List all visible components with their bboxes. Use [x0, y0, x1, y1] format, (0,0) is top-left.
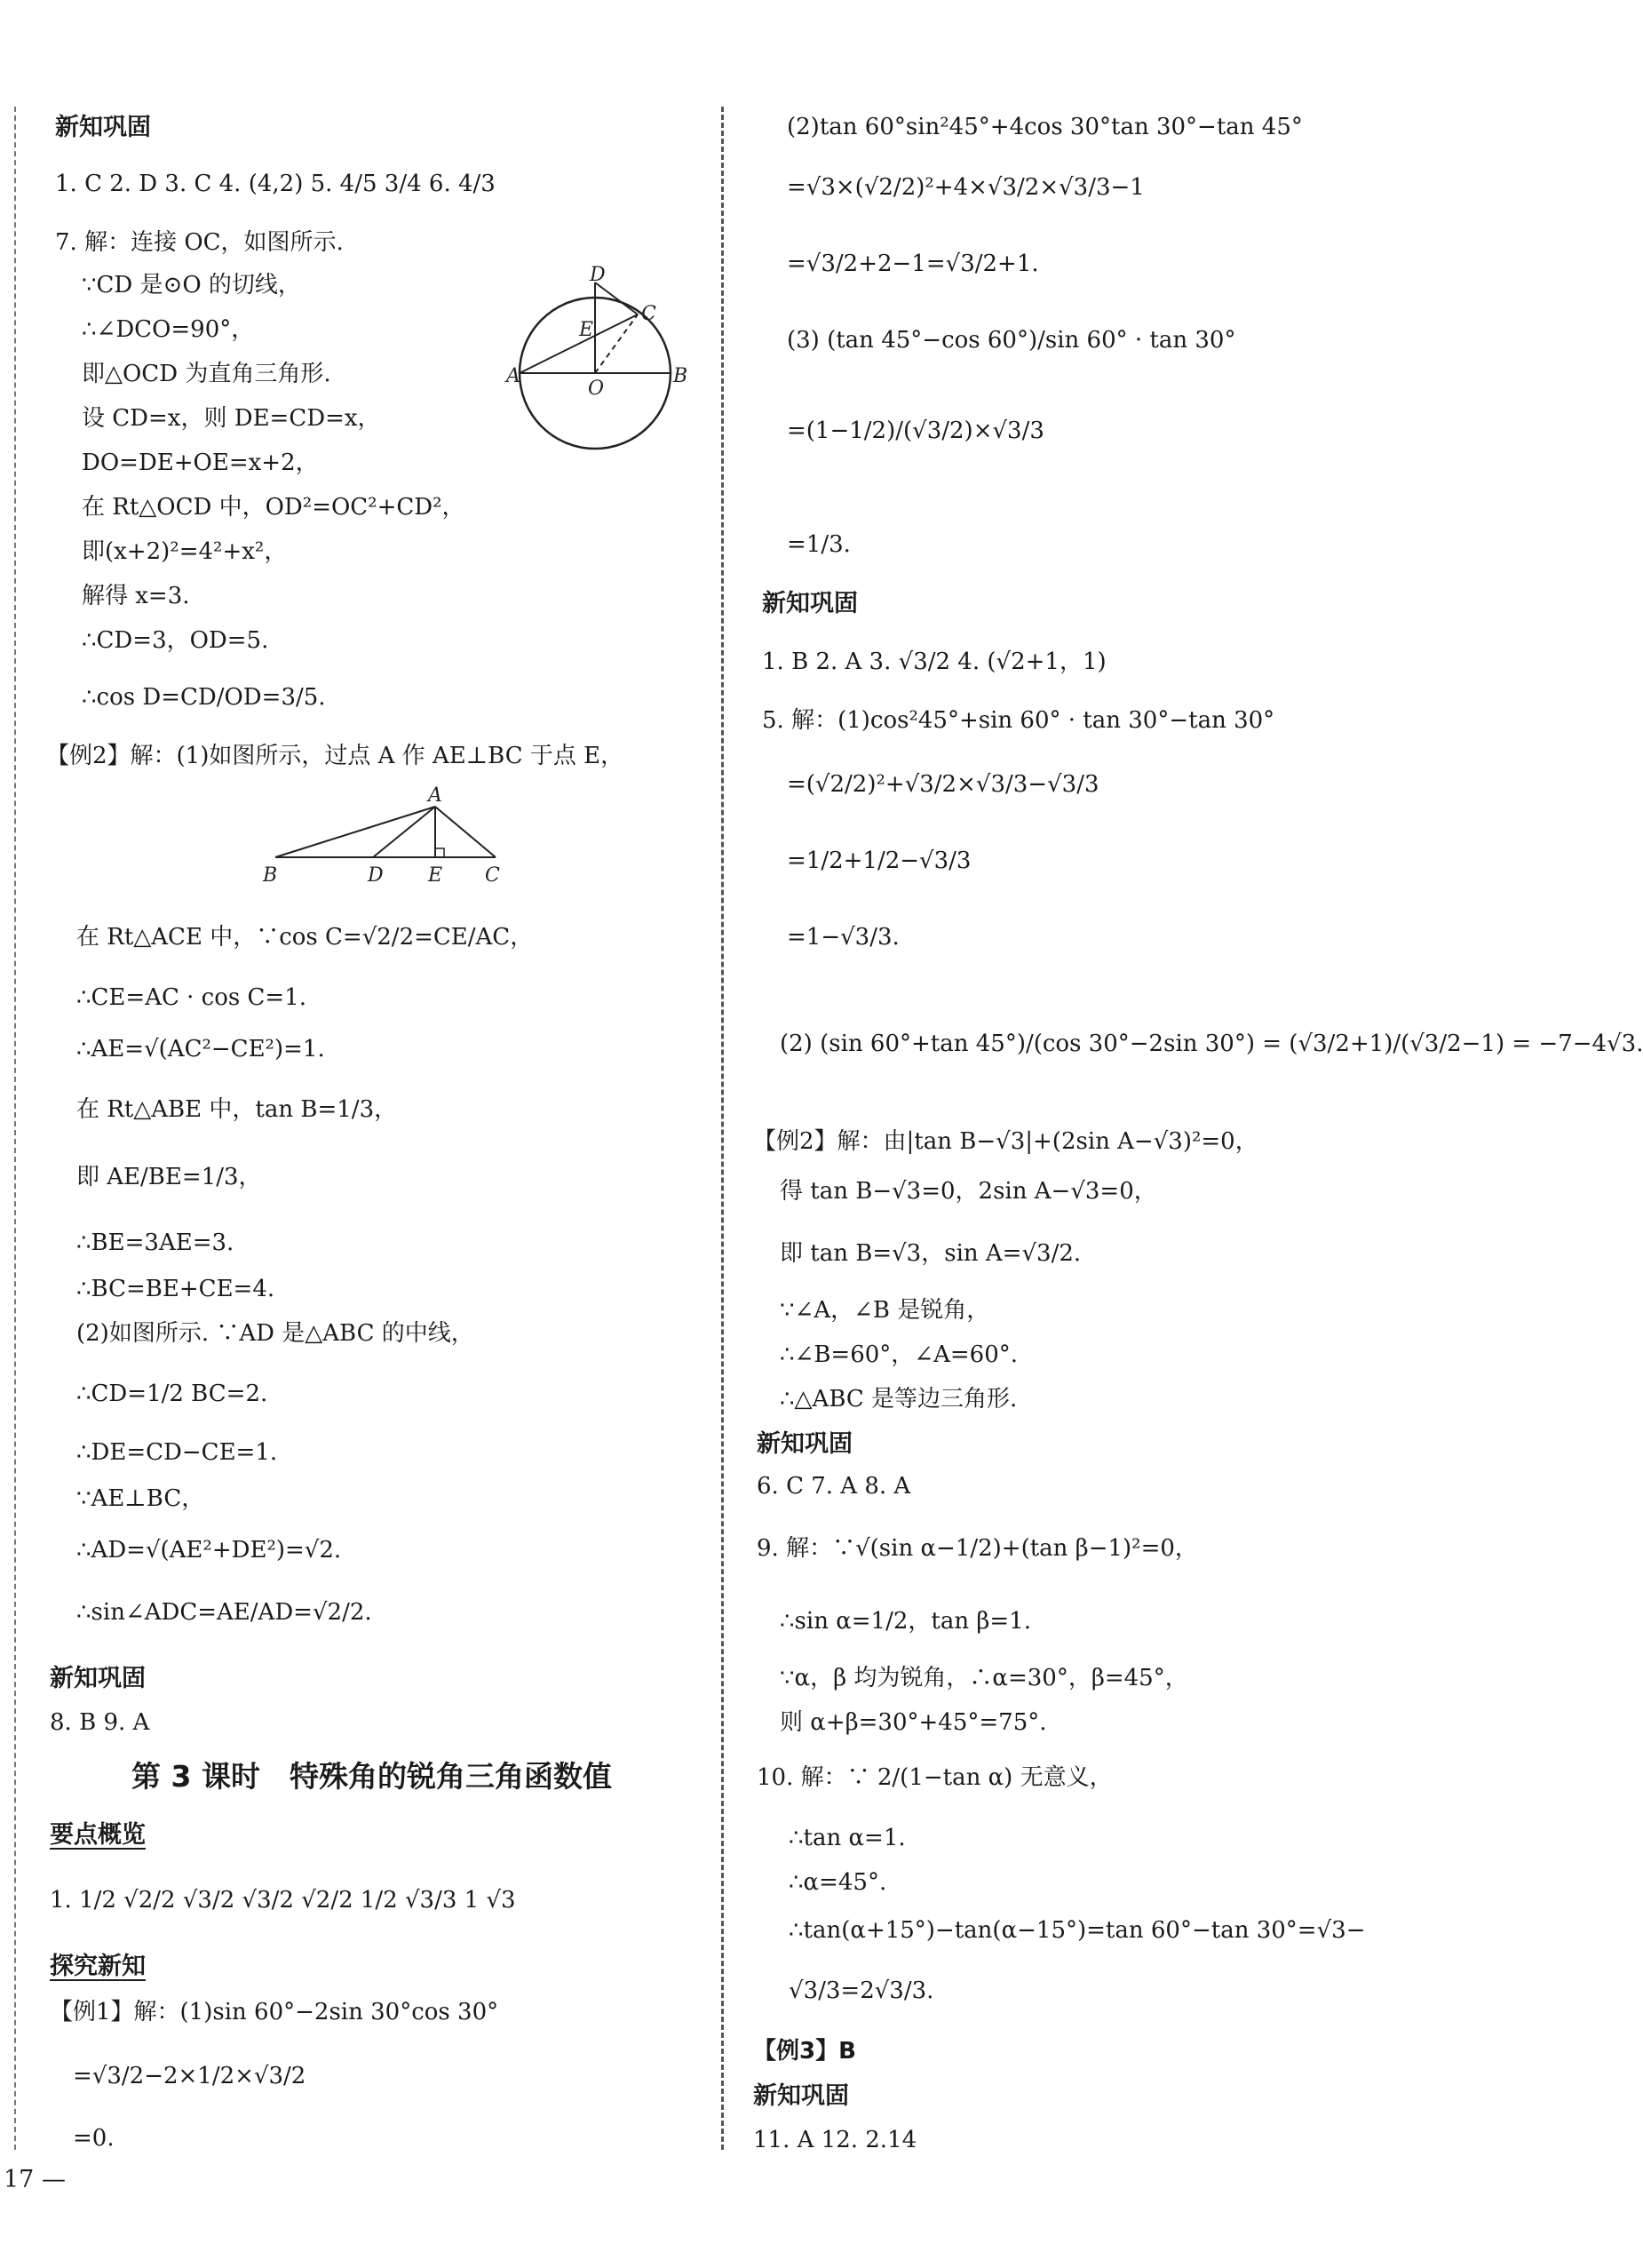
text-line: 新知巩固 [50, 1665, 146, 1692]
text-line: 【例2】解：(1)如图所示，过点 A 作 AE⊥BC 于点 E， [46, 743, 624, 769]
text-line: 5. 解：(1)cos²45°+sin 60° · tan 30°−tan 30° [762, 707, 1275, 734]
text-line: 11. A 12. 2.14 [753, 2127, 917, 2153]
text-line: 新知巩固 [55, 114, 151, 141]
text-line: 即 tan B=√3，sin A=√3/2. [780, 1240, 1082, 1267]
text-line: 8. B 9. A [50, 1709, 150, 1736]
text-line: ∴∠B=60°，∠A=60°. [780, 1341, 1018, 1368]
text-line: ∴BC=BE+CE=4. [76, 1276, 275, 1302]
text-line: 1. 1/2 √2/2 √3/2 √3/2 √2/2 1/2 √3/3 1 √3 [50, 1887, 516, 1914]
text-line: ∴α=45°. [789, 1869, 887, 1896]
text-line: 新知巩固 [757, 1430, 853, 1458]
text-line: 新知巩固 [753, 2082, 849, 2110]
text-line: ∴BE=3AE=3. [76, 1229, 234, 1256]
text-line: ∴tan(α+15°)−tan(α−15°)=tan 60°−tan 30°=√3− [789, 1917, 1366, 1944]
text-line: ∴AD=√(AE²+DE²)=√2. [76, 1537, 342, 1564]
text-line: 则 α+β=30°+45°=75°. [780, 1709, 1047, 1736]
text-line: 新知巩固 [762, 590, 858, 617]
text-line: 【例1】解：(1)sin 60°−2sin 30°cos 30° [50, 1999, 499, 2025]
text-line: ∴∠DCO=90°， [82, 316, 255, 343]
label-a: A [428, 784, 442, 807]
text-line: 即△OCD 为直角三角形. [82, 361, 331, 387]
text-line: ∵CD 是⊙O 的切线， [82, 272, 301, 298]
text-line: (2)如图所示. ∵AD 是△ABC 的中线， [76, 1320, 474, 1347]
text-line: =0. [73, 2125, 115, 2152]
text-line: 探究新知 [50, 1953, 146, 1980]
text-line: ∴CD=3，OD=5. [82, 627, 269, 654]
page-number [4, 2166, 66, 2193]
text-line: 1. C 2. D 3. C 4. (4,2) 5. 4/5 3/4 6. 4/3 [55, 171, 496, 197]
text-line: (3) (tan 45°−cos 60°)/sin 60° · tan 30° [787, 327, 1236, 354]
text-line: 解得 x=3. [82, 583, 190, 609]
column-divider [721, 107, 724, 2150]
text-line: √3/3=2√3/3. [789, 1978, 934, 2004]
circle-tangent-figure [506, 264, 688, 460]
text-line: 得 tan B−√3=0，2sin A−√3=0， [780, 1178, 1157, 1205]
text-line: ∴sin∠ADC=AE/AD=√2/2. [76, 1599, 372, 1626]
text-line: 第 3 课时 特殊角的锐角三角函数值 [131, 1759, 612, 1794]
page-dash: — [41, 2166, 66, 2193]
left-margin-rule [14, 107, 16, 2150]
text-line: 【例2】解：由|tan B−√3|+(2sin A−√3)²=0， [753, 1128, 1258, 1155]
text-line: (2)tan 60°sin²45°+4cos 30°tan 30°−tan 45° [787, 114, 1303, 140]
text-line: 在 Rt△ACE 中，∵cos C=√2/2=CE/AC， [76, 924, 534, 951]
text-line: 设 CD=x，则 DE=CD=x， [82, 405, 381, 432]
text-line: ∴CD=1/2 BC=2. [76, 1381, 268, 1407]
text-line: =1/3. [787, 531, 851, 558]
text-line: ∵α，β 均为锐角，∴α=30°，β=45°， [780, 1665, 1188, 1691]
text-line: ∵∠A，∠B 是锐角， [780, 1297, 990, 1324]
text-line: ∴cos D=CD/OD=3/5. [82, 684, 326, 711]
text-line: 9. 解：∵√(sin α−1/2)+(tan β−1)²=0， [757, 1535, 1198, 1562]
text-line: DO=DE+OE=x+2， [82, 450, 319, 476]
text-line: =1−√3/3. [787, 924, 900, 951]
text-line: ∴AE=√(AC²−CE²)=1. [76, 1036, 325, 1062]
label-a: A [506, 365, 520, 387]
text-line: =(1−1/2)/(√3/2)×√3/3 [787, 418, 1044, 444]
label-c: C [641, 303, 656, 325]
page-number-text: 17 [4, 2166, 35, 2193]
text-line: 1. B 2. A 3. √3/2 4. (√2+1，1) [762, 649, 1107, 675]
text-line: 在 Rt△OCD 中，OD²=OC²+CD²， [82, 494, 465, 521]
label-d: D [590, 264, 606, 286]
text-line: 即 AE/BE=1/3， [76, 1164, 262, 1190]
text-line: =√3/2+2−1=√3/2+1. [787, 251, 1039, 277]
text-line: =√3×(√2/2)²+4×√3/2×√3/3−1 [787, 174, 1145, 201]
text-line: 7. 解：连接 OC，如图所示. [55, 229, 344, 256]
text-line: 6. C 7. A 8. A [757, 1473, 911, 1500]
text-line: (2) (sin 60°+tan 45°)/(cos 30°−2sin 30°) = (√3/2+1)/(√3/2−1) = −7−4√3. [780, 1031, 1643, 1057]
text-line: ∴tan α=1. [789, 1825, 906, 1851]
label-e: E [579, 319, 594, 341]
label-b: B [673, 365, 688, 387]
text-line: 即(x+2)²=4²+x²， [82, 538, 288, 565]
text-line: ∴△ABC 是等边三角形. [780, 1386, 1018, 1413]
text-line: 在 Rt△ABE 中，tan B=1/3， [76, 1096, 398, 1123]
label-c: C [485, 864, 500, 887]
text-line: ∵AE⊥BC， [76, 1485, 205, 1512]
triangle-figure [258, 782, 506, 888]
text-line: =(√2/2)²+√3/2×√3/3−√3/3 [787, 771, 1099, 798]
label-d: D [368, 864, 384, 887]
label-b: B [263, 864, 278, 887]
text-line: ∴sin α=1/2，tan β=1. [780, 1608, 1031, 1635]
text-line: =1/2+1/2−√3/3 [787, 848, 972, 874]
text-line: ∴DE=CD−CE=1. [76, 1439, 278, 1466]
text-line: =√3/2−2×1/2×√3/2 [73, 2063, 306, 2089]
label-e: E [428, 864, 443, 887]
text-line: 要点概览 [50, 1821, 146, 1849]
text-line: ∴CE=AC · cos C=1. [76, 984, 306, 1011]
label-o: O [588, 378, 605, 400]
text-line: 10. 解：∵ 2/(1−tan α) 无意义， [757, 1764, 1113, 1791]
text-line: 【例3】B [753, 2038, 856, 2065]
